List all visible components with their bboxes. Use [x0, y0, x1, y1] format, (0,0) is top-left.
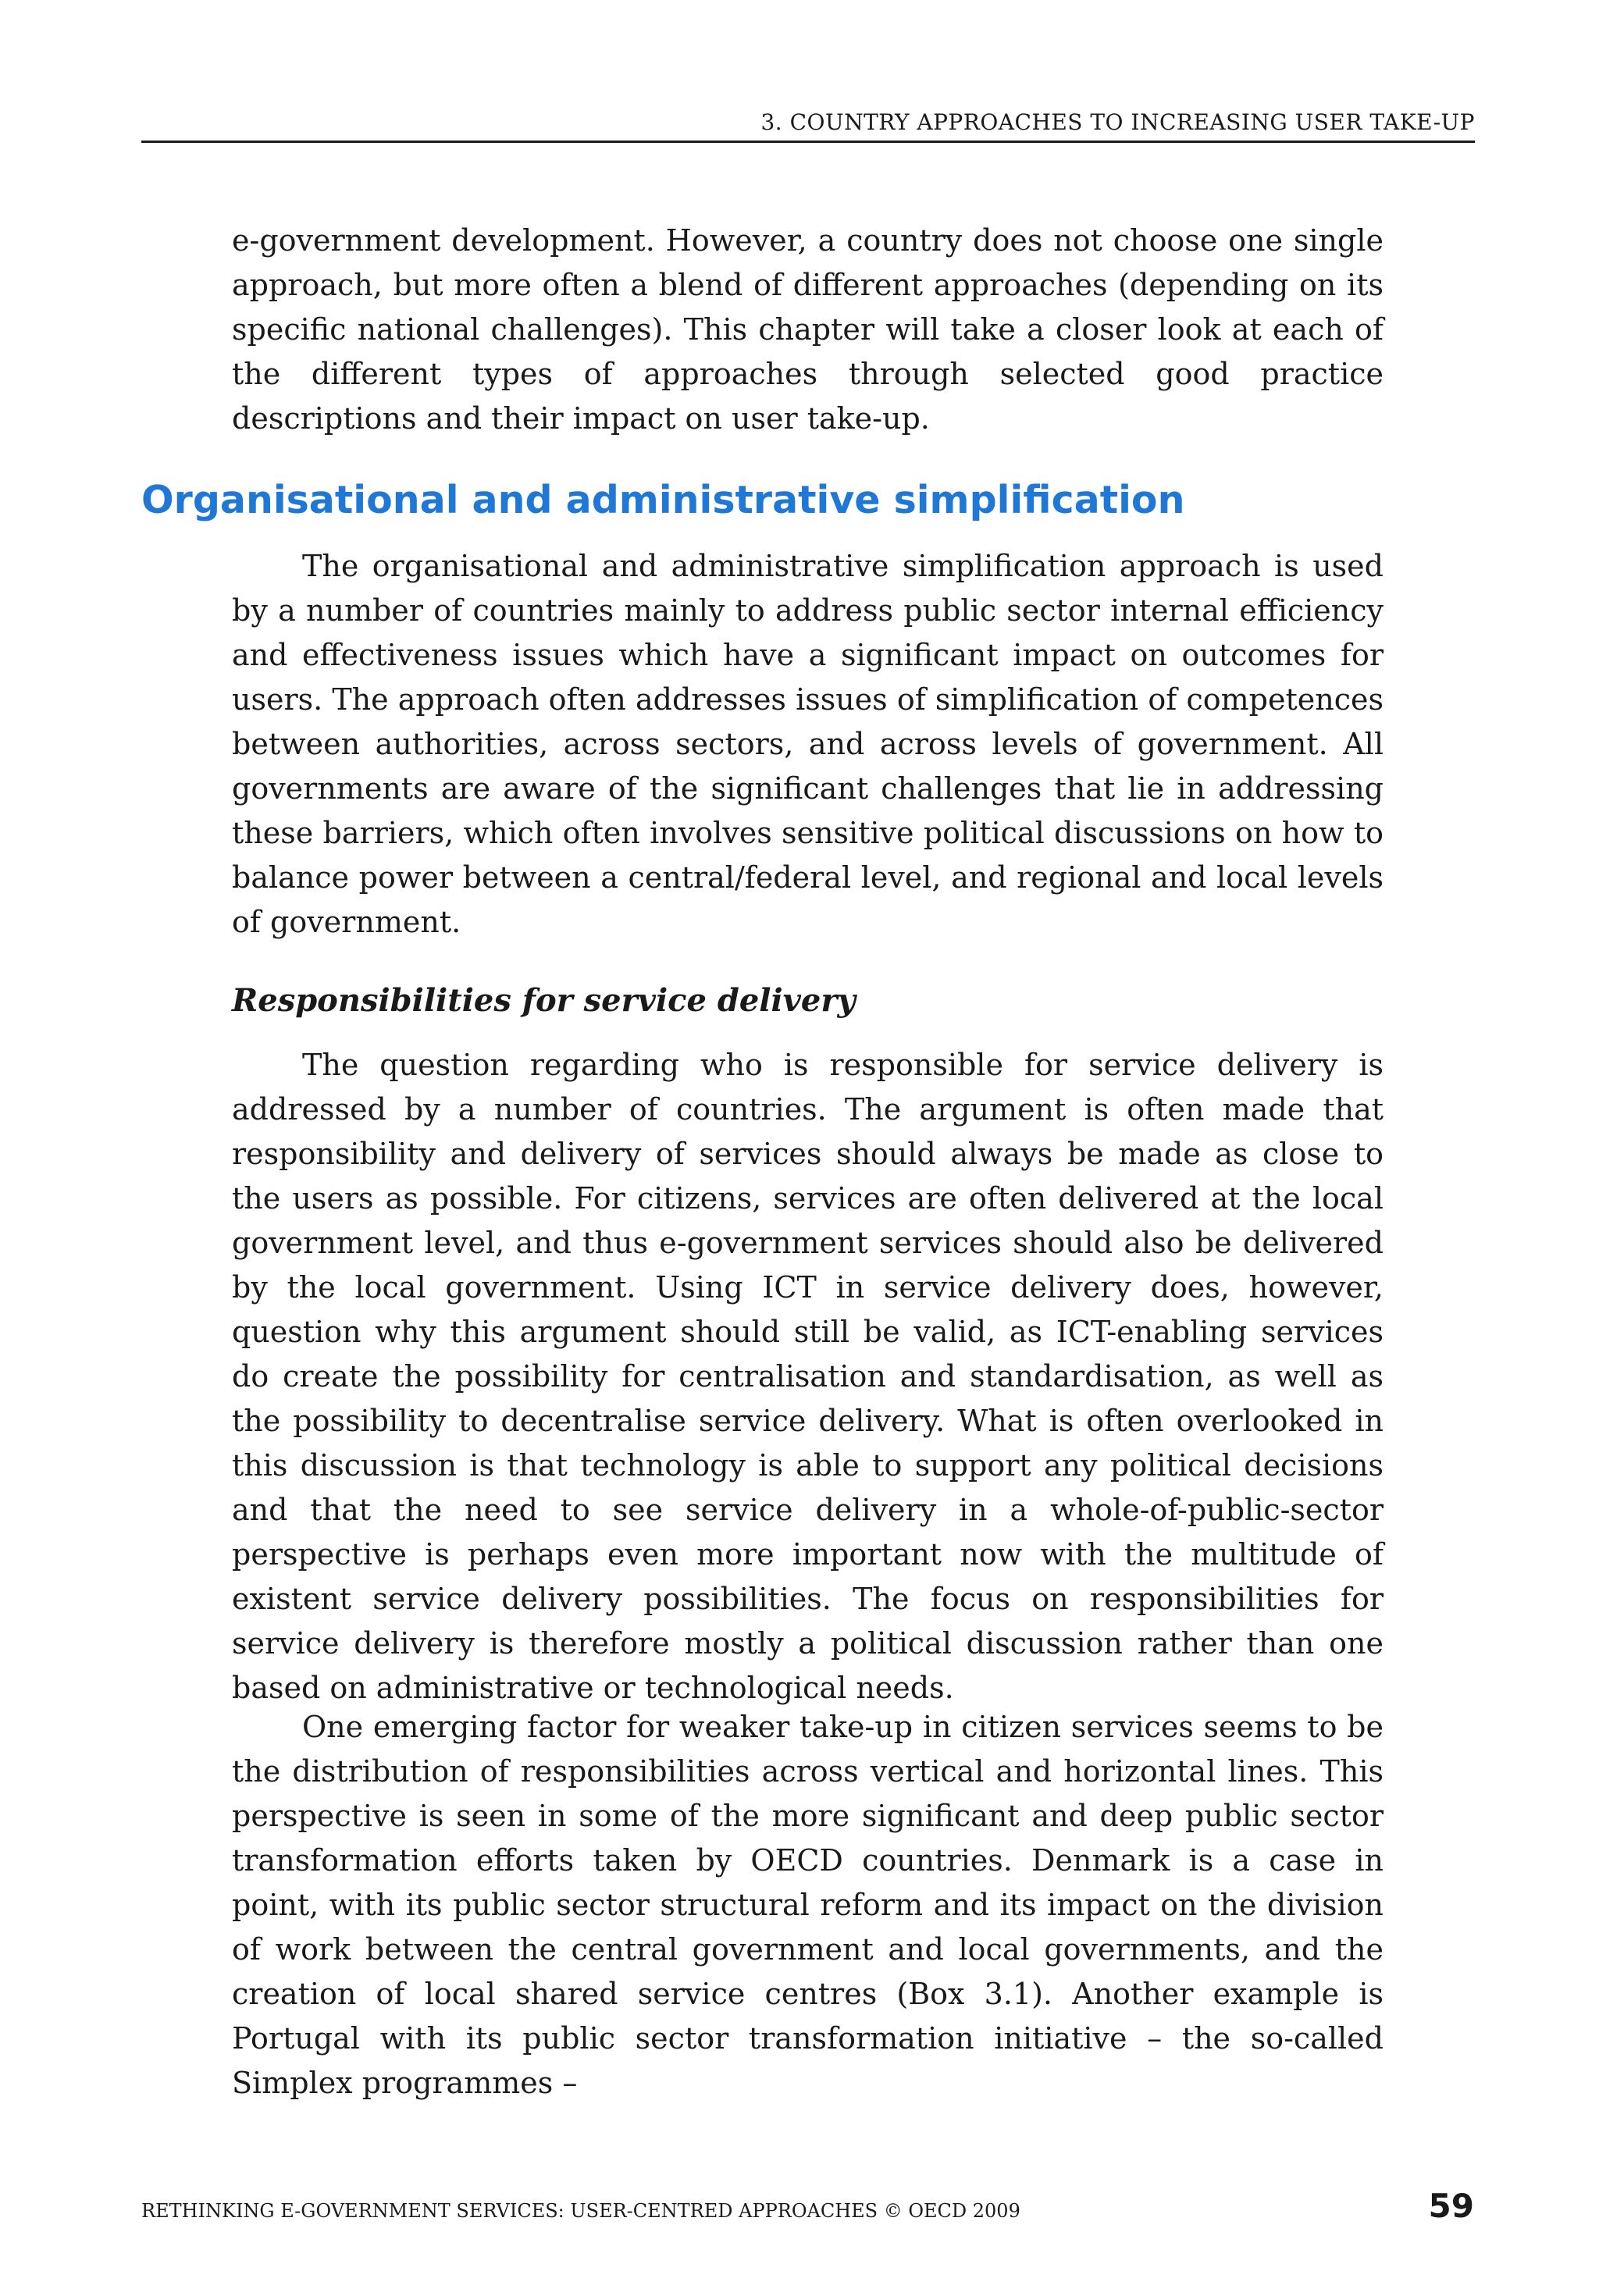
- section-paragraph: The organisational and administrative simplification approach is used by a number of countries mainly to address public sector internal efficiency and effectiveness issues which have a significant impact on outcomes for users. The approach often addresses issues of simplification of competences between authorities, across sectors, and across levels of government. All governments are aware of the significant challenges that lie in addressing these barriers, which often involves sensitive political discussions on how to balance power between a central/federal level, and regional and local levels of government.: [232, 549, 1384, 939]
- page-number: 59: [1428, 2187, 1474, 2225]
- subsection-text-block-2: [232, 1705, 1384, 2106]
- section-heading: Organisational and administrative simplification: [141, 478, 1185, 522]
- subsection-paragraph-1: The question regarding who is responsible for service delivery is addressed by a number of countries. The argument is often made that responsibility and delivery of services should always be made as close to the users as possible. For citizens, services are often delivered at the local government level, and thus e-government services should also be delivered by the local government. Using ICT in service delivery does, however, question why this argument should still be valid, as ICT-enabling services do create the possibility for centralisation and standardisation, as well as the possibility to decentralise service delivery. What is often overlooked in this discussion is that technology is able to support any political decisions and that the need to see service delivery in a whole-of-public-sector perspective is perhaps even more important now with the multitude of existent service delivery possibilities. The focus on responsibilities for service delivery is therefore mostly a political discussion rather than one based on administrative or technological needs.: [232, 1048, 1384, 1705]
- subsection-paragraph-2: One emerging factor for weaker take-up in citizen services seems to be the distribution of responsibilities across vertical and horizontal lines. This perspective is seen in some of the more significant and deep public sector transformation efforts taken by OECD countries. Denmark is a case in point, with its public sector structural reform and its impact on the division of work between the central government and local governments, and the creation of local shared service centres (Box 3.1). Another example is Portugal with its public sector transformation initiative – the so-called Simplex programmes –: [232, 1710, 1384, 2100]
- subsection-heading: Responsibilities for service delivery: [232, 982, 856, 1019]
- section-text-block: [232, 544, 1384, 945]
- intro-paragraph: e-government development. However, a country does not choose one single approach, but more often a blend of different approaches (depending on its specific national challenges). This chapter will take a closer look at each of the different types of approaches through selected good practice descriptions and their impact on user take-up.: [232, 223, 1384, 436]
- footer-publication: RETHINKING E-GOVERNMENT SERVICES: USER-CENTRED APPROACHES © OECD 2009: [141, 2200, 1020, 2222]
- subsection-text-block-1: [232, 1043, 1384, 1710]
- running-header-title: 3. COUNTRY APPROACHES TO INCREASING USER TAKE-UP: [760, 109, 1475, 135]
- running-header: [141, 103, 1475, 143]
- intro-text-block: [232, 219, 1384, 441]
